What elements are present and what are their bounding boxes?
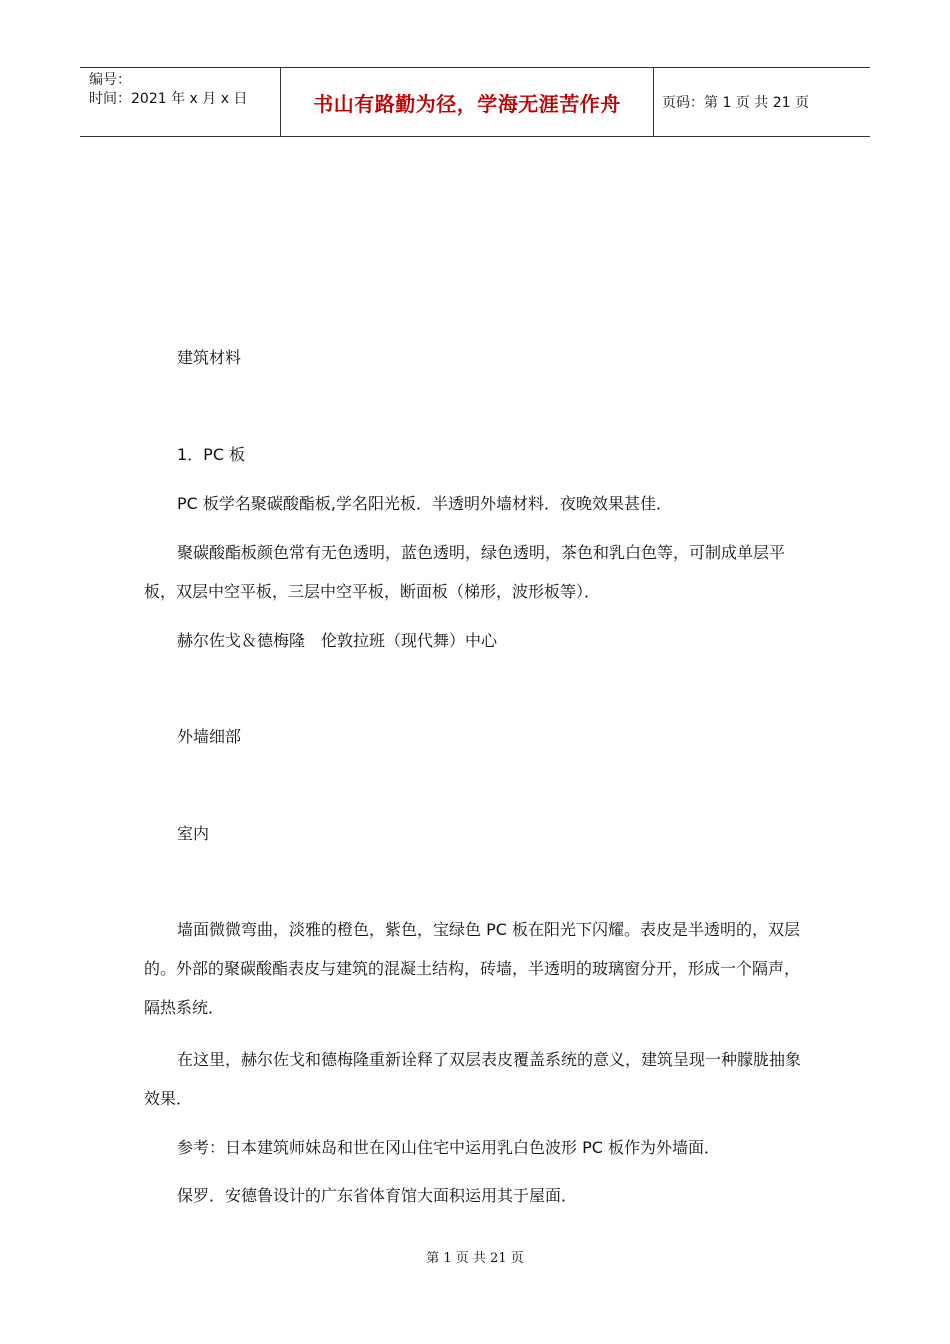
document-date-label: 时间：2021 年 x 月 x 日 [89, 91, 248, 107]
header-meta [80, 68, 281, 136]
paragraph-7: 在这里，赫尔佐戈和德梅隆重新诠释了双层表皮覆盖系统的意义，建筑呈现一种朦胧抽象效果． [144, 1050, 802, 1108]
header-motto: 书山有路勤为径，学海无涯苦作舟 [313, 91, 621, 116]
paragraph-8: 参考：日本建筑师妹岛和世在冈山住宅中运用乳白色波形 PC 板作为外墙面． [177, 1138, 720, 1157]
header-page-info-cell [654, 68, 870, 136]
section-heading: 1．PC 板 [177, 445, 246, 464]
paragraph-9: 保罗．安德鲁设计的广东省体育馆大面积运用其于屋面． [177, 1186, 578, 1205]
header-motto-cell [281, 68, 654, 136]
paragraph-1: PC 板学名聚碳酸酯板,学名阳光板．半透明外墙材料．夜晚效果甚佳． [177, 494, 672, 513]
page-header [80, 67, 870, 137]
paragraph-4: 外墙细部 [177, 727, 242, 746]
paragraph-2: 聚碳酸酯板颜色常有无色透明，蓝色透明，绿色透明，茶色和乳白色等，可制成单层平板，双层中空平板，三层中空平板，断面板（梯形，波形板等）． [144, 543, 786, 601]
paragraph-5: 室内 [177, 824, 210, 843]
header-page-info: 页码：第 1 页 共 21 页 [662, 95, 809, 111]
paragraph-6: 墙面微微弯曲，淡雅的橙色，紫色，宝绿色 PC 板在阳光下闪耀。表皮是半透明的，双层的。外部的聚碳酸酯表皮与建筑的混凝土结构，砖墙，半透明的玻璃窗分开，形成一个隔声，隔热系统． [144, 920, 801, 1017]
document-title: 建筑材料 [177, 348, 242, 367]
page-footer: 第 1 页 共 21 页 [426, 1251, 524, 1266]
paragraph-3: 赫尔佐戈＆德梅隆 伦敦拉班（现代舞）中心 [177, 631, 498, 650]
document-number-label: 编号： [89, 72, 131, 88]
